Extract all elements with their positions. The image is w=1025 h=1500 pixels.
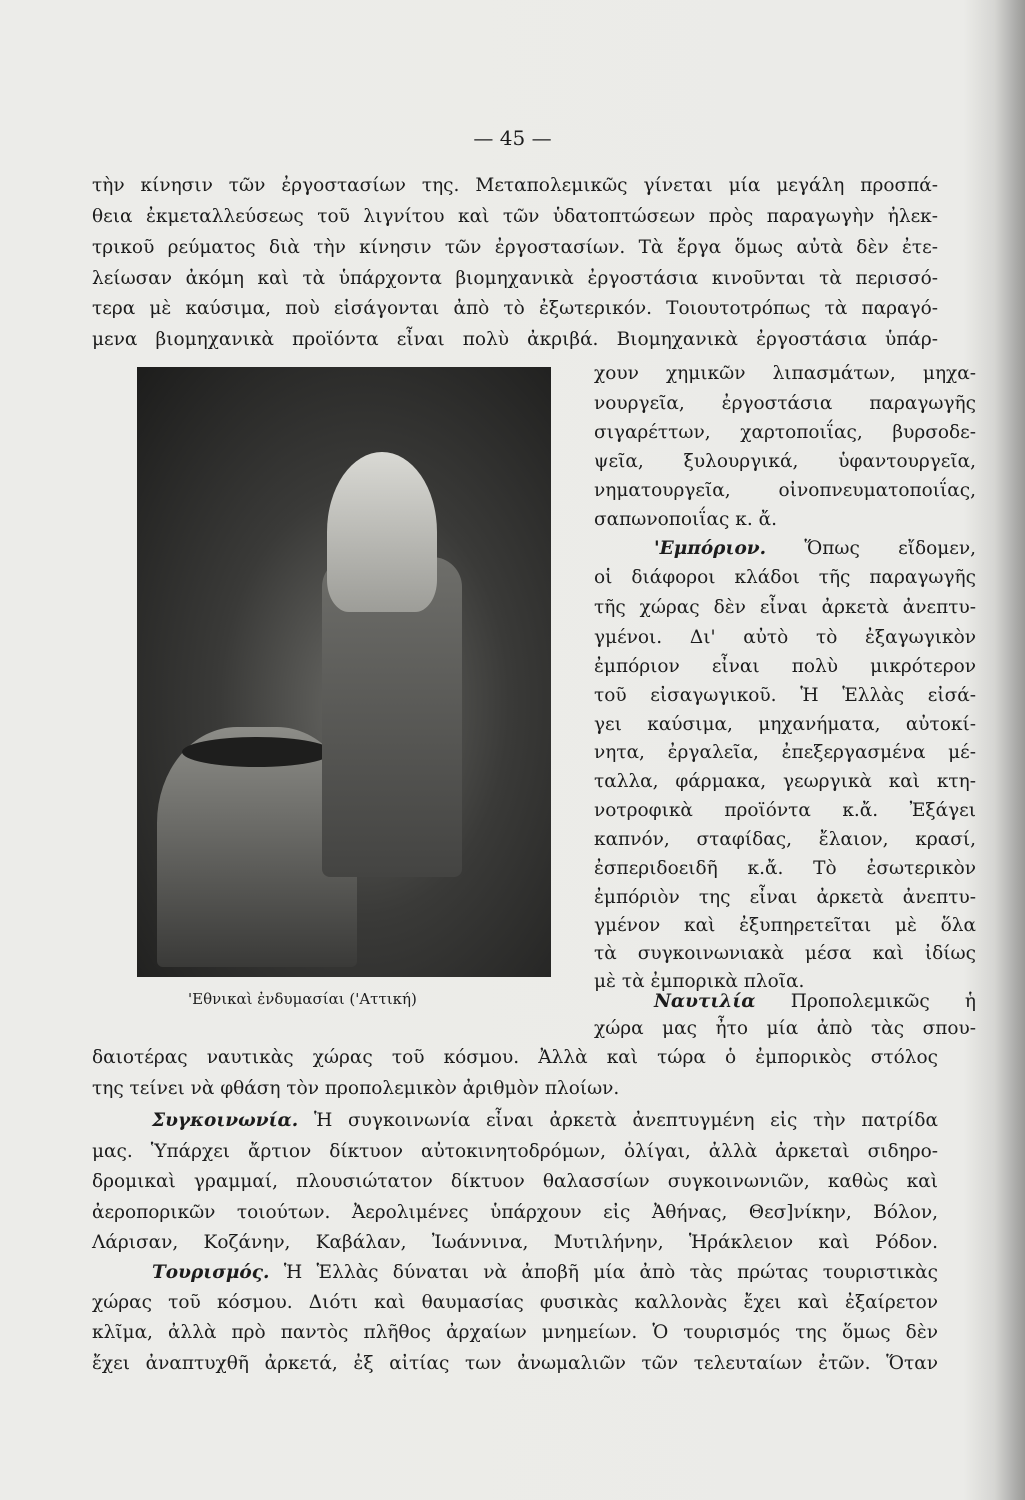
text-line [594, 450, 976, 474]
line-text: ψεῖα, ξυλουργικά, ὑφαντουργεῖα, [594, 451, 976, 472]
line-text: οἱ διάφοροι κλάδοι τῆς παραγωγῆς [594, 567, 976, 588]
text-line [594, 392, 976, 416]
text-line [92, 1140, 938, 1164]
text-line [594, 799, 976, 823]
line-text: γμένοι. Δι' αὐτὸ τὸ ἐξαγωγικὸν [594, 627, 976, 648]
line-text: ἐσπεριδοειδῆ κ.ἄ. Τὸ ἐσωτερικὸν [594, 858, 976, 879]
line-text: λείωσαν ἀκόμη καὶ τὰ ὑπάρχοντα βιομηχανικὰ ἐργοστάσια κινοῦνται τὰ περισσό- [92, 268, 938, 289]
text-line [594, 828, 976, 852]
line-text: γει καύσιμα, μηχανήματα, αὐτοκί- [594, 714, 976, 735]
text-line [92, 1231, 938, 1255]
line-text: σαπωνοποιΐας κ. ἄ. [594, 509, 777, 530]
line-text: ταλλα, φάρμακα, γεωργικὰ καὶ κτη- [594, 771, 976, 792]
line-text: τὴν κίνησιν τῶν ἐργοστασίων της. Μεταπολεμικῶς γίνεται μία μεγάλη προσπά- [92, 175, 938, 196]
line-text: νηματουργεῖα, οἰνοπνευματοποιΐας, [594, 480, 976, 501]
line-text: τοῦ εἰσαγωγικοῦ. Ἡ Ἑλλὰς εἰσά- [594, 685, 976, 706]
line-text: τῆς χώρας δὲν εἶναι ἀρκετὰ ἀνεπτυ- [594, 597, 976, 618]
text-line [92, 1201, 938, 1225]
line-text: τὰ συγκοινωνιακὰ μέσα καὶ ἰδίως [594, 943, 976, 964]
text-line [594, 914, 976, 938]
line-text: καπνόν, σταφίδας, ἔλαιον, κρασί, [594, 829, 976, 850]
line-text: ἐμπόριὸν της εἶναι ἀρκετὰ ἀνεπτυ- [594, 887, 976, 908]
line-text: ἀεροπορικῶν τοιούτων. Ἀερολιμένες ὑπάρχουν εἰς Ἀθήνας, Θεσ]νίκην, Βόλον, [92, 1202, 938, 1223]
line-text: κλῖμα, ἀλλὰ πρὸ παντὸς πλῆθος ἀρχαίων μνημείων. Ὁ τουρισμός της ὅμως δὲν [92, 1322, 938, 1343]
line-text: ἔχει ἀναπτυχθῆ ἀρκετά, ἐξ αἰτίας των ἀνωμαλιῶν τῶν τελευταίων ἐτῶν. Ὅταν [92, 1353, 938, 1374]
section-heading: Ναυτιλία [654, 991, 756, 1012]
text-line [92, 1291, 938, 1315]
text-line [594, 508, 976, 532]
text-line [594, 596, 976, 620]
line-text: μας. Ὑπάρχει ἄρτιον δίκτυον αὐτοκινητοδρόμων, ὀλίγαι, ἀλλὰ ἀρκεταὶ σιδηρο- [92, 1141, 938, 1162]
line-text: δρομικαὶ γραμμαί, πλουσιώτατον δίκτυον θαλασσίων συγκοινωνιῶν, καθὼς καὶ [92, 1171, 938, 1192]
text-line [92, 174, 938, 198]
text-line [594, 566, 976, 590]
text-line [92, 1352, 938, 1376]
text-line [594, 421, 976, 445]
text-line [92, 297, 938, 321]
section-heading: Συγκοινωνία. [152, 1110, 299, 1131]
line-text: χώρας τοῦ κόσμου. Διότι καὶ θαυμασίας φυσικὰς καλλονὰς ἔχει καὶ ἐξαίρετον [92, 1292, 938, 1313]
line-text: θεια ἐκμεταλλεύσεως τοῦ λιγνίτου καὶ τῶν ὑδατοπτώσεων πρὸς παραγωγὴν ἠλεκ- [92, 206, 938, 227]
line-text: μὲ τὰ ἐμπορικὰ πλοῖα. [594, 971, 805, 992]
line-text: Προπολεμικῶς ἡ [790, 991, 976, 1012]
text-line [594, 741, 976, 765]
line-text: χώρα μας ἦτο μία ἀπὸ τὰς σπου- [594, 1018, 976, 1039]
text-line [594, 684, 976, 708]
text-line [92, 1170, 938, 1194]
text-line [594, 655, 976, 679]
section-heading: 'Εμπόριον. [654, 538, 767, 559]
text-line [594, 1017, 976, 1041]
text-line [594, 626, 976, 650]
photo-headscarf [327, 452, 437, 612]
line-text: νουργεῖα, ἐργοστάσια παραγωγῆς [594, 393, 976, 414]
line-text: νητα, ἐργαλεῖα, ἐπεξεργασμένα μέ- [594, 742, 976, 763]
line-text: νοτροφικὰ προϊόντα κ.ἄ. Ἐξάγει [594, 800, 976, 821]
page-number: — 45 — [473, 126, 552, 150]
photo-well-opening [182, 737, 332, 767]
line-text: μενα βιομηχανικὰ προϊόντα εἶναι πολὺ ἀκριβά. Βιομηχανικὰ ἐργοστάσια ὑπάρ- [92, 329, 938, 350]
line-text: γμένον καὶ ἐξυπηρετεῖται μὲ ὅλα [594, 915, 976, 936]
line-text: τερα μὲ καύσιμα, ποὺ εἰσάγονται ἀπὸ τὸ ἐξωτερικόν. Τοιουτοτρόπως τὰ παραγό- [92, 298, 938, 319]
text-line [92, 1046, 938, 1070]
text-line [594, 886, 976, 910]
text-line [594, 770, 976, 794]
text-line [594, 479, 976, 503]
line-text: Ἡ συγκοινωνία εἶναι ἀρκετὰ ἀνεπτυγμένη εἰς τὴν πατρίδα [313, 1110, 939, 1131]
line-text: χουν χημικῶν λιπασμάτων, μηχα- [594, 363, 976, 384]
text-line [92, 267, 938, 291]
text-line [594, 537, 976, 561]
text-line [594, 362, 976, 386]
line-text: Ἡ Ἑλλὰς δύναται νὰ ἀποβῆ μία ἀπὸ τὰς πρώτας τουριστικὰς [283, 1262, 939, 1283]
text-line [92, 236, 938, 260]
text-line [92, 328, 938, 352]
line-text: Ὅπως εἴδομεν, [804, 538, 976, 559]
line-text: σιγαρέττων, χαρτοποιΐας, βυρσοδε- [594, 422, 976, 443]
line-text: δαιοτέρας ναυτικὰς χώρας τοῦ κόσμου. Ἀλλὰ καὶ τώρα ὁ ἐμπορικὸς στόλος [92, 1047, 938, 1068]
text-line [594, 713, 976, 737]
text-line [92, 1077, 938, 1101]
section-heading: Τουρισμός. [152, 1262, 270, 1283]
line-text: της τείνει νὰ φθάση τὸν προπολεμικὸν ἀριθμὸν πλοίων. [92, 1078, 620, 1099]
text-line [92, 1321, 938, 1345]
text-line [92, 205, 938, 229]
photo-woman-at-well [137, 367, 551, 977]
line-text: ἐμπόριον εἶναι πολὺ μικρότερον [594, 656, 976, 677]
line-text: Λάρισαν, Κοζάνην, Καβάλαν, Ἰωάννινα, Μυτιλήνην, Ἡράκλειον καὶ Ρόδον. [92, 1232, 938, 1253]
text-line [92, 1261, 938, 1285]
line-text: τρικοῦ ρεύματος διὰ τὴν κίνησιν τῶν ἐργοστασίων. Τὰ ἔργα ὅμως αὐτὰ δὲν ἐτε- [92, 237, 938, 258]
text-line [92, 1109, 938, 1133]
photo-caption: 'Εθνικαὶ ἐνδυμασίαι ('Αττική) [188, 990, 417, 1008]
text-line [594, 857, 976, 881]
text-line [594, 990, 976, 1014]
text-line [594, 942, 976, 966]
